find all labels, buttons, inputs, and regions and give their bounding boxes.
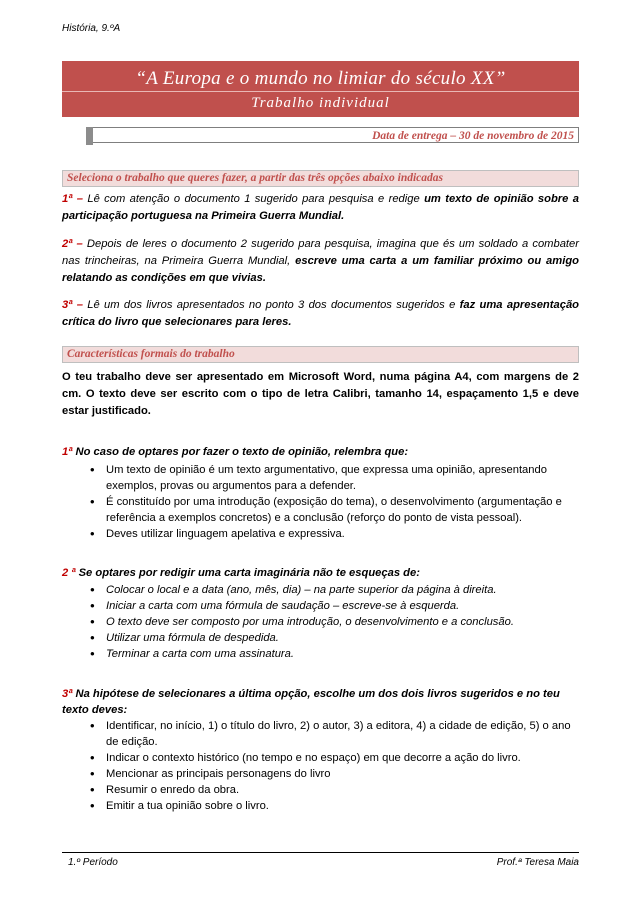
footer-period: 1.º Período — [68, 857, 118, 868]
list-item: • O texto deve ser composto por uma introdução, o desenvolvimento e a conclusão. — [90, 614, 579, 630]
section-heading-formal: Características formais do trabalho — [62, 346, 579, 363]
list-item: • Um texto de opinião é um texto argumentativo, que expressa uma opinião, apresentando exemplos, provas ou argumentos para a defender. — [90, 462, 579, 494]
opinion-list — [90, 462, 579, 542]
book-list — [90, 718, 579, 814]
option-bold-text: escreve uma carta a um familiar próximo ou amigo relatando as condições em que vivias. — [62, 255, 579, 284]
list-item: • Utilizar uma fórmula de despedida. — [90, 630, 579, 646]
list-item: • Resumir o enredo da obra. — [90, 782, 579, 798]
section-heading-options: Seleciona o trabalho que queres fazer, a partir das três opções abaixo indicadas — [62, 170, 579, 187]
list-item: • Indicar o contexto histórico (no tempo e no espaço) em que decorre a ação do livro. — [90, 750, 579, 766]
banner-divider — [62, 91, 579, 92]
letter-list — [90, 582, 579, 662]
footer-divider — [62, 852, 579, 853]
list-item: • Identificar, no início, 1) o título do livro, 2) o autor, 3) a editora, 4) a cidade de edição, 5) o ano de edição. — [90, 718, 579, 750]
list-item: • Colocar o local e a data (ano, mês, dia) – na parte superior da página à direita. — [90, 582, 579, 598]
book-number: 3ª — [62, 688, 73, 700]
header-class-label: História, 9.ºA — [62, 23, 121, 34]
opinion-heading — [62, 444, 579, 460]
option-1 — [62, 191, 579, 225]
option-bold-text: um texto de opinião sobre a participação portuguesa na Primeira Guerra Mundial. — [62, 193, 579, 222]
letter-heading — [62, 565, 579, 581]
list-item: • Iniciar a carta com uma fórmula de saudação – escreve-se à esquerda. — [90, 598, 579, 614]
title-banner — [62, 61, 579, 117]
opinion-heading-text: No caso de optares por fazer o texto de opinião, relembra que: — [72, 446, 409, 458]
formal-requirements: O teu trabalho deve ser apresentado em Microsoft Word, numa página A4, com margens de 2 cm. O texto deve ser escrito com o tipo de letra Calibri, tamanho 14, espaçamento 1,5 e deve estar justificado. — [62, 371, 579, 417]
delivery-date-marker — [86, 127, 93, 145]
banner-title: “A Europa e o mundo no limiar do século XX” — [135, 68, 506, 89]
option-text: Lê com atenção o documento 1 sugerido para pesquisa e redige — [82, 193, 425, 205]
footer-teacher: Prof.ª Teresa Maia — [496, 857, 579, 868]
letter-number: 2 ª — [62, 567, 76, 579]
option-text: Lê um dos livros apresentados no ponto 3 dos documentos sugeridos e — [82, 299, 460, 311]
option-bold-text: faz uma apresentação crítica do livro que selecionares para leres. — [62, 299, 579, 328]
list-item: • Emitir a tua opinião sobre o livro. — [90, 798, 579, 814]
option-3 — [62, 297, 579, 331]
list-item: • Terminar a carta com uma assinatura. — [90, 646, 579, 662]
option-number: 3ª – — [62, 299, 83, 311]
option-number: 1ª – — [62, 193, 83, 205]
opinion-number: 1ª — [62, 446, 73, 458]
delivery-date: Data de entrega – 30 de novembro de 2015 — [86, 127, 579, 143]
book-heading — [62, 686, 562, 718]
list-item: • Deves utilizar linguagem apelativa e expressiva. — [90, 526, 579, 542]
option-2 — [62, 236, 579, 287]
banner-subtitle: Trabalho individual — [251, 95, 390, 111]
option-text: Depois de leres o documento 2 sugerido para pesquisa, imagina que és um soldado a combater nas trincheiras, na Primeira Guerra Mundial, — [62, 238, 579, 267]
list-item: • Mencionar as principais personagens do livro — [90, 766, 579, 782]
book-heading-text: Na hipótese de selecionares a última opção, escolhe um dos dois livros sugeridos e no teu texto deves: — [62, 688, 560, 716]
letter-heading-text: Se optares por redigir uma carta imaginária não te esqueças de: — [75, 567, 420, 579]
list-item: • É constituído por uma introdução (exposição do tema), o desenvolvimento (argumentação e referência a exemplos concretos) e a conclusão (reforço do ponto de vista pessoal). — [90, 494, 579, 526]
option-number: 2ª – — [62, 238, 83, 250]
